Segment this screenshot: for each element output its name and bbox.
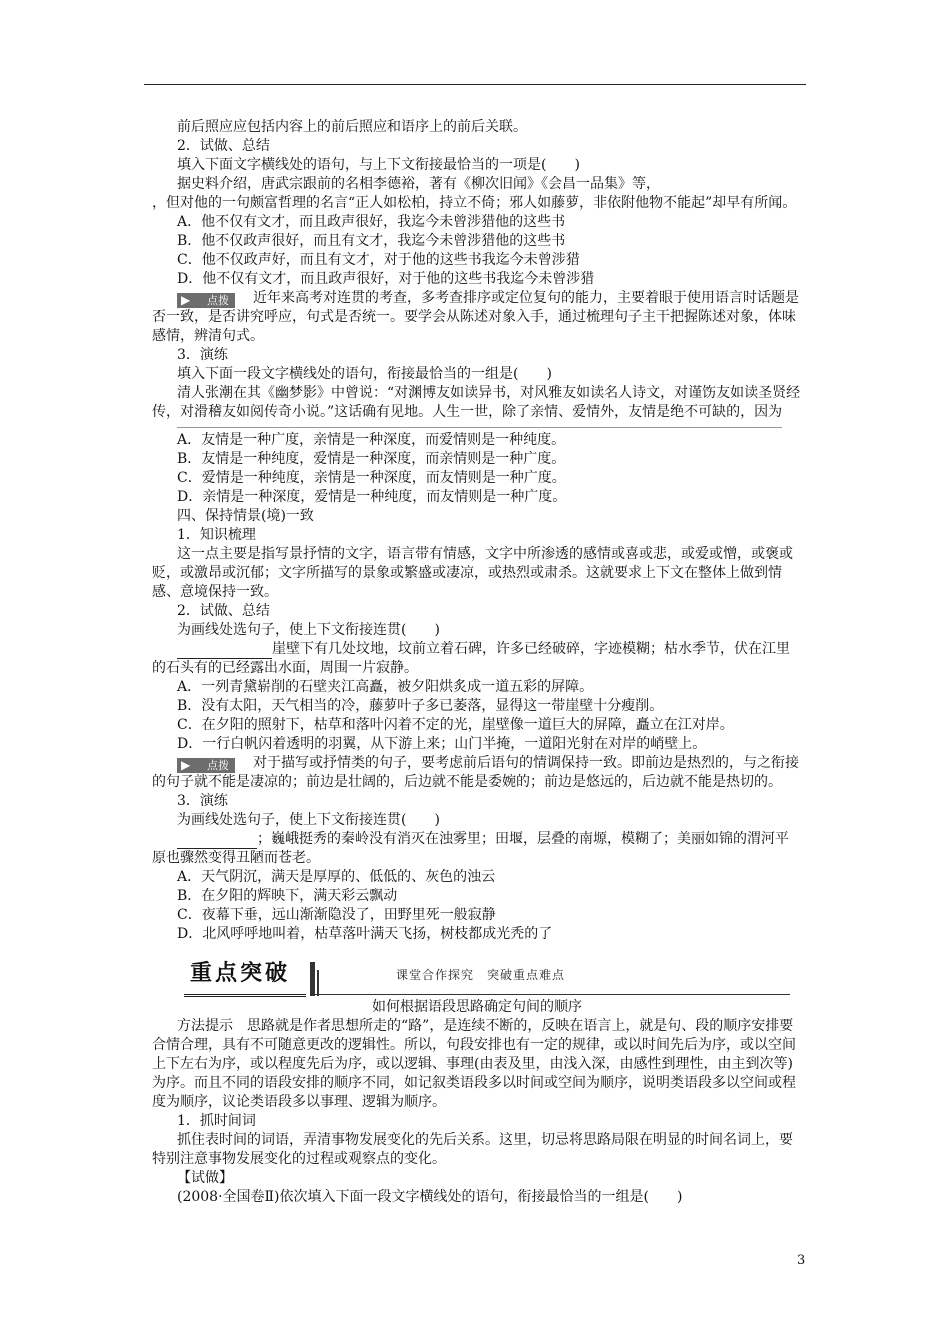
question: 填入下面文字横线处的语句，与上下文衔接最恰当的一项是( ) <box>177 157 580 173</box>
underline-blank <box>177 644 272 659</box>
option-b: B．没有太阳，天气相当的冷，藤萝叶子多已萎落，显得这一带崖壁十分瘦削。 <box>177 698 664 714</box>
question: 为画线处选句子，使上下文衔接连贯( ) <box>177 622 440 638</box>
passage: ；巍峨挺秀的秦岭没有消灭在浊雾里；田堰，层叠的南塬，模糊了；美丽如锦的渭河平原也骤然变得丑陋而苍老。 <box>152 831 789 866</box>
option-d: D．北风呼呼地叫着，枯草落叶满天飞扬，树枝都成光秃的了 <box>177 926 553 942</box>
try-label: 【试做】 <box>177 1170 233 1186</box>
play-arrow-icon: ▶ <box>181 758 191 772</box>
topic-title: 如何根据语段思路确定句间的顺序 <box>372 999 582 1015</box>
heading-time-words: 1．抓时间词 <box>177 1113 256 1129</box>
option-b: B．友情是一种纯度，爱情是一种深度，而亲情则是一种广度。 <box>177 451 566 467</box>
option-b: B．在夕阳的辉映下，满天彩云飘动 <box>177 888 398 904</box>
heading-try: 2．试做、总结 <box>177 138 270 154</box>
answer-blank-line <box>177 427 782 428</box>
option-a: A．一列青黛崭削的石壁夹江高矗，被夕阳烘炙成一道五彩的屏障。 <box>177 679 594 695</box>
tip-badge: ▶ 点拨 <box>177 758 235 773</box>
passage: 崖壁下有几处坟地，坟前立着石碑，许多已经破碎，字迹模糊；枯水季节，伏在江里的石头有的已经露出水面，周围一片寂静。 <box>152 641 790 676</box>
option-a: A．天气阴沉，满天是厚厚的、低低的、灰色的浊云 <box>177 869 496 885</box>
option-c: C．他不仅政声好，而且有文才，对于他的这些书我迄今未曾涉猎 <box>177 252 580 268</box>
banner-baseline <box>310 994 790 995</box>
option-a: A．友情是一种广度，亲情是一种深度，而爱情则是一种纯度。 <box>177 432 566 448</box>
method-tip: 方法提示 思路就是作者思想所走的“路”，是连续不断的，反映在语言上，就是句、段的顺序安排要合情合理，具有不可随意更改的逻辑性。所以，句段安排也有一定的规律，或以时间先后为序，或以空间上下左右为序，或以程度先后为序，或以逻辑、事理(由表及里，由浅入深，由感性到理性，由主到次等)为序。而且不同的语段安排的顺序不同，如记叙类语段多以时间或空间为顺序，说明类语段多以空间或程度为顺序，议论类语段多以事理、逻辑为顺序。 <box>152 1018 796 1110</box>
option-c: C．夜幕下垂，远山渐渐隐没了，田野里死一般寂静 <box>177 907 496 923</box>
heading-try: 2．试做、总结 <box>177 603 270 619</box>
banner-divider-thin <box>317 970 319 996</box>
play-arrow-icon: ▶ <box>181 293 191 307</box>
question: 为画线处选句子，使上下文衔接连贯( ) <box>177 812 440 828</box>
question: (2008·全国卷Ⅱ)依次填入下面一段文字横线处的语句，衔接最恰当的一组是( ) <box>177 1189 683 1205</box>
question: 填入下面一段文字横线处的语句，衔接最恰当的一组是( ) <box>177 366 552 382</box>
section-banner <box>184 962 790 998</box>
page-number: 3 <box>797 1253 806 1268</box>
tip-paragraph <box>152 754 802 792</box>
passage: 据史料介绍，唐武宗跟前的名相李德裕，著有《柳次旧闻》《会昌一品集》等， <box>177 176 660 192</box>
tip-text: 对于描写或抒情类的句子，要考虑前后语句的情调保持一致。即前边是热烈的，与之衔接的句子就不能是凄凉的；前边是壮阔的，后边就不能是委婉的；前边是悠远的，后边就不能是热切的。 <box>152 755 799 790</box>
banner-divider <box>310 962 315 996</box>
option-d: D．一行白帆闪着透明的羽翼，从下游上来；山门半掩，一道阳光射在对岸的峭壁上。 <box>177 736 707 752</box>
option-a: A．他不仅有文才，而且政声很好，我迄今未曾涉猎他的这些书 <box>177 214 566 230</box>
paragraph: 前后照应应包括内容上的前后照应和语序上的前后关联。 <box>177 119 527 135</box>
option-c: C．在夕阳的照射下，枯草和落叶闪着不定的光，崖壁像一道巨大的屏障，矗立在江对岸。 <box>177 717 734 733</box>
section-subtitle: 课堂合作探究 突破重点难点 <box>396 968 566 982</box>
section-heading: 四、保持情景(境)一致 <box>177 508 314 524</box>
passage: 清人张潮在其《幽梦影》中曾说：“对渊博友如读异书，对风雅友如读名人诗文，对谨饬友如读圣贤经传，对滑稽友如阅传奇小说。”这话确有见地。人生一世，除了亲情、爱情外，友情是绝不可缺的，因为 <box>152 385 801 420</box>
heading-practice: 3．演练 <box>177 793 228 809</box>
header-rule <box>144 84 806 85</box>
page-content <box>152 118 802 1207</box>
option-d: D．亲情是一种深度，爱情是一种纯度，而友情则是一种广度。 <box>177 489 567 505</box>
section-title-box <box>184 962 306 997</box>
paragraph: 抓住表时间的词语，弄清事物发展变化的先后关系。这里，切忌将思路局限在明显的时间名词上，要特别注意事物发展变化的过程或观察点的变化。 <box>152 1132 793 1167</box>
option-d: D．他不仅有文才，而且政声很好，对于他的这些书我迄今未曾涉猎 <box>177 271 595 287</box>
section-title: 重点突破 <box>190 961 291 986</box>
option-c: C．爱情是一种纯度，亲情是一种深度，而友情则是一种广度。 <box>177 470 566 486</box>
passage-cont: ，但对他的一句颇富哲理的名言“正人如松柏，持立不倚；邪人如藤萝，非依附他物不能起”却早有所闻。 <box>152 195 797 211</box>
heading-knowledge: 1．知识梳理 <box>177 527 256 543</box>
tip-text: 近年来高考对连贯的考查，多考查排序或定位复句的能力，主要着眼于使用语言时话题是否一致，是否讲究呼应，句式是否统一。要学会从陈述对象入手，通过梳理句子主干把握陈述对象，体味感情，辨清句式。 <box>152 290 799 344</box>
heading-practice: 3．演练 <box>177 347 228 363</box>
paragraph: 这一点主要是指写景抒情的文字，语言带有情感，文字中所渗透的感情或喜或悲，或爱或憎，或褒或贬，或激昂或沉郁；文字所描写的景象或繁盛或凄凉，或热烈或肃杀。这就要求上下文在整体上做到情感、意境保持一致。 <box>152 546 793 600</box>
option-b: B．他不仅政声很好，而且有文才，我迄今未曾涉猎他的这些书 <box>177 233 566 249</box>
tip-paragraph <box>152 289 802 346</box>
underline-blank <box>177 834 257 849</box>
tip-badge: ▶ 点拨 <box>177 293 235 308</box>
